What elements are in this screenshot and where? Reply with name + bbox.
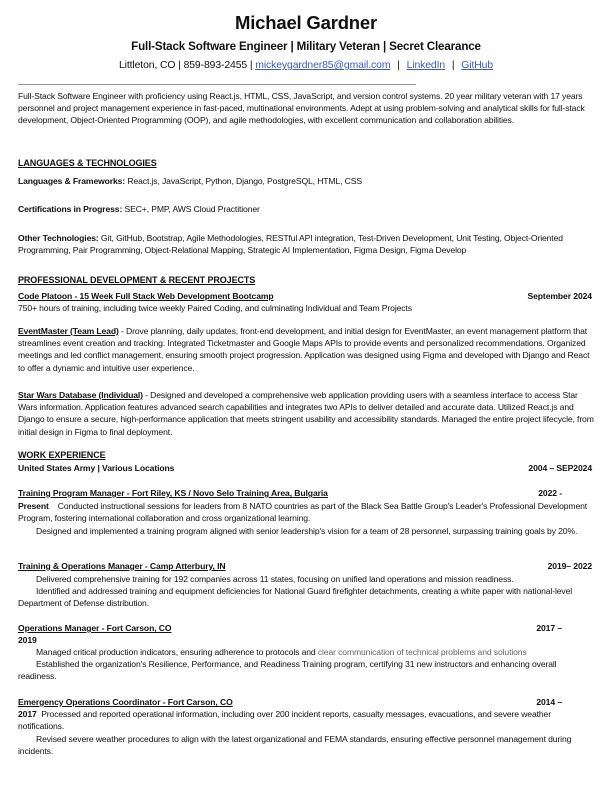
bootcamp-row: [18, 291, 592, 301]
job-date-end: 2017: [18, 709, 37, 719]
section-title-languages: LANGUAGES & TECHNOLOGIES: [18, 158, 157, 168]
job-bullet: Established the organization's Resilience, Performance, and Readiness Training program, certifying 31 new instructors and enhancing overall readiness.: [18, 659, 557, 682]
project-eventmaster: [18, 325, 596, 374]
job-date-end: Present: [18, 501, 49, 511]
employer: United States Army | Various Locations: [18, 463, 175, 473]
section-title-projects: PROFESSIONAL DEVELOPMENT & RECENT PROJECTS: [18, 275, 256, 285]
skill-value: Git, GitHub, Bootstrap, Agile Methodologies, RESTful API integration, Test-Driven Development, Unit Testing, Object-Oriented Programming, Pair Programming, Object-Relational Mapping, Strategic AI Implementation, Figma Design, Figma Develop: [18, 233, 563, 256]
project-starwars: [18, 389, 596, 438]
job-title: Training Program Manager - Fort Riley, KS / Novo Selo Training Area, Bulgaria: [18, 488, 328, 498]
location-phone: Littleton, CO | 859-893-2455 |: [118, 60, 253, 71]
job-bullet: Identified and addressed training and equipment deficiencies for National Guard firefighter detachments, creating a white paper with national-level Department of Defense distribution.: [18, 586, 573, 609]
job-row: [18, 697, 562, 707]
summary: Full-Stack Software Engineer with proficiency using React.js, HTML, CSS, JavaScript, and version control systems. 20 year military veteran with 17 years personnel and project management experience in fast-paced, multinational environments. Adept at using problem-solving and analytical skills for full-stack development, Object-Oriented Programming (OOP), and agile methodologies, with excellent communication and collaboration abilities.: [18, 91, 585, 126]
job-row: [18, 488, 562, 498]
bootcamp-date: September 2024: [527, 291, 592, 301]
bootcamp-desc: 750+ hours of training, including twice weekly Paired Coding, and culminating Individual and Team Projects: [18, 303, 412, 313]
job-date-end: 2019: [18, 635, 37, 645]
skill-label: Other Technologies:: [18, 233, 99, 243]
header-divider: [18, 84, 416, 85]
bootcamp-title: Code Platoon - 15 Week Full Stack Web Development Bootcamp: [18, 291, 274, 301]
job-date: 2014 –: [536, 697, 562, 707]
job-title: Emergency Operations Coordinator - Fort Carson, CO: [18, 697, 233, 707]
job-title: Operations Manager - Fort Carson, CO: [18, 623, 172, 633]
job-title: Training & Operations Manager - Camp Atterbury, IN: [18, 561, 226, 571]
email-link[interactable]: mickeygardner85@gmail.com: [255, 60, 391, 71]
skills-other: [18, 232, 596, 256]
job-bullet: Delivered comprehensive training for 192 companies across 11 states, focusing on unified land operations and mission readiness.: [36, 574, 514, 584]
job-bullet: Managed critical production indicators, ensuring adherence to protocols and clear communication of technical problems and solutions: [36, 647, 527, 657]
project-title: Star Wars Database (Individual): [18, 390, 143, 400]
separator: |: [451, 60, 455, 71]
project-desc: - Drove planning, daily updates, front-end development, and initial design for EventMaster, an event management platform that streamlines event creation and tracking. Integrated Ticketmaster and Google Maps APIs to provide events and personalized recommendations. Organized meetings and led conflict management, ensuring smooth project progression. Application was designed using Figma and developed with Django and React to offer a dynamic and intuitive user experience.: [18, 326, 590, 373]
skills-languages: [18, 175, 596, 187]
skill-label: Languages & Frameworks:: [18, 176, 126, 186]
employer-dates: 2004 – SEP2024: [528, 463, 592, 473]
candidate-name: Michael Gardner: [235, 12, 377, 33]
job-bullet: Revised severe weather procedures to align with the latest organizational and FEMA standards, ensuring effective personnel management during incidents.: [18, 734, 572, 757]
job-bullet: 2017 Processed and reported operational information, including over 200 incident reports, casualty messages, evacuations, and severe weather notifications.: [18, 709, 551, 732]
job-date: 2017 –: [536, 623, 562, 633]
job-date: 2019– 2022: [547, 561, 592, 571]
github-link[interactable]: GitHub: [461, 60, 494, 71]
skill-value: SEC+, PMP, AWS Cloud Practitioner: [122, 204, 260, 214]
project-title: EventMaster (Team Lead): [18, 326, 119, 336]
linkedin-link[interactable]: LinkedIn: [406, 60, 446, 71]
job-row: [18, 623, 562, 633]
job-bullet: Designed and implemented a training program aligned with senior leadership's vision for a team of 28 personnel, surpassing training goals by 20%.: [36, 526, 578, 536]
separator: |: [397, 60, 400, 71]
job-date: 2022 -: [538, 488, 562, 498]
section-title-work: WORK EXPERIENCE: [18, 450, 106, 460]
skill-value: React.js, JavaScript, Python, Django, PostgreSQL, HTML, CSS: [125, 176, 362, 186]
headline: Full-Stack Software Engineer | Military Veteran | Secret Clearance: [131, 40, 481, 53]
employer-row: [18, 463, 592, 473]
project-desc: - Designed and developed a comprehensive web application providing users with a seamless interface to access Star Wars information. Application features advanced search capabilities and integrates two APIs to deliver detailed and accurate data. Utilized React.js and Django to ensure a secure, high-performance application that meets stringent usability and accessibility standards. Managed the entire project lifecycle, from initial design in Figma to final deployment.: [18, 390, 594, 437]
job-row: [18, 561, 592, 571]
job-bullet: Present Conducted instructional sessions for leaders from 8 NATO countries as part of the Black Sea Battle Group's Leader's Professional Development Program, fostering international collaboration and cross organizational learning.: [18, 501, 588, 524]
skills-certifications: [18, 203, 596, 215]
skill-label: Certifications in Progress:: [18, 204, 123, 214]
contact-line: [18, 60, 594, 71]
